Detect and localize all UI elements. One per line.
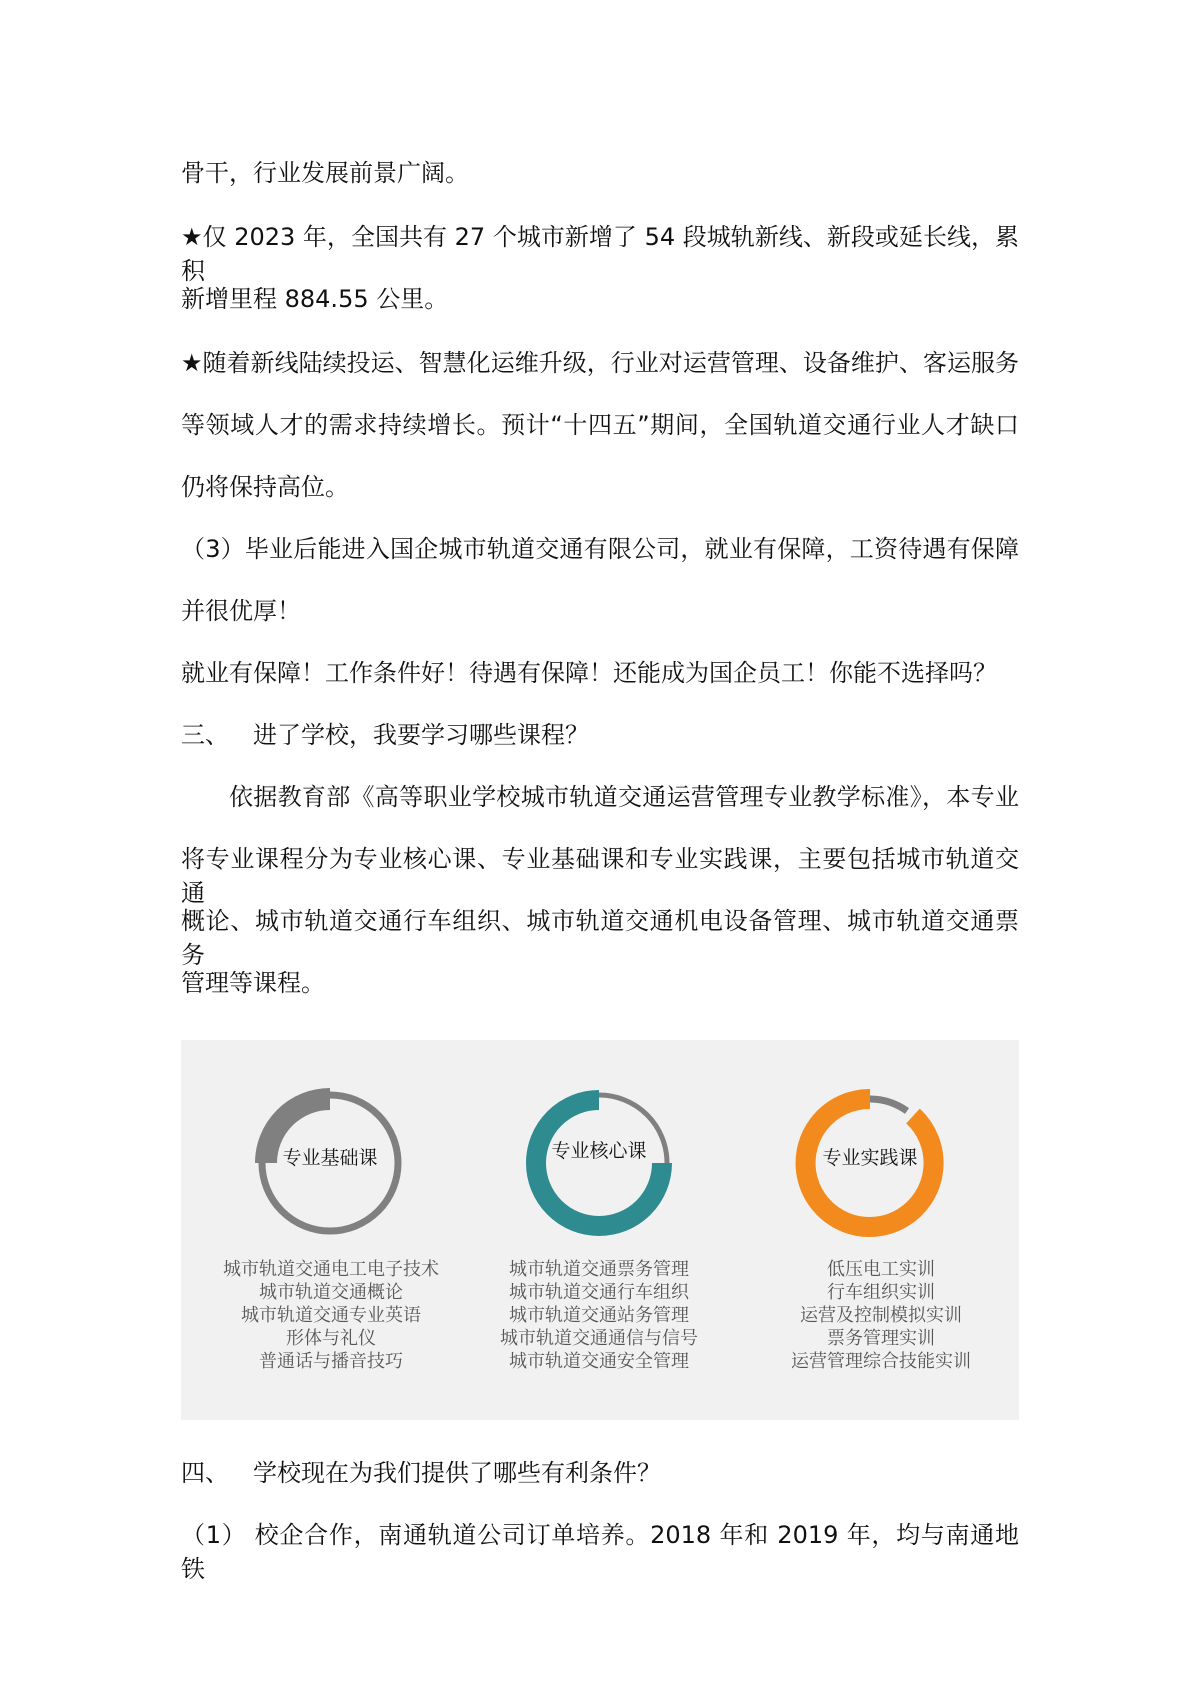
heading-number: 三、	[181, 721, 229, 749]
course-item: 低压电工实训	[827, 1259, 935, 1280]
course-list-foundation	[201, 1258, 461, 1373]
ring-label: 专业实践课	[822, 1147, 918, 1169]
course-item: 城市轨道交通电工电子技术	[223, 1259, 439, 1280]
course-item: 行车组织实训	[827, 1282, 935, 1303]
course-item: 城市轨道交通站务管理	[509, 1305, 689, 1326]
paragraph-text: 仍将保持高位。	[181, 473, 349, 501]
paragraph-text: 概论、城市轨道交通行车组织、城市轨道交通机电设备管理、城市轨道交通票务	[181, 907, 1019, 969]
ring-track	[870, 1099, 907, 1111]
paragraph-text: ★随着新线陆续投运、智慧化运维升级，行业对运营管理、设备维护、客运服务	[181, 349, 1019, 377]
paragraph-text: 并很优厚！	[181, 597, 301, 625]
heading-text: 学校现在为我们提供了哪些有利条件？	[253, 1459, 661, 1487]
course-list-practice	[751, 1258, 1011, 1373]
course-item: 运营管理综合技能实训	[791, 1351, 971, 1372]
course-item: 城市轨道交通通信与信号	[500, 1328, 698, 1349]
course-item: 运营及控制模拟实训	[800, 1305, 962, 1326]
section-heading-3	[181, 718, 589, 752]
ring-label: 专业核心课	[551, 1140, 647, 1162]
ring-foundation	[245, 1078, 415, 1248]
section-heading-4	[181, 1456, 661, 1490]
paragraph-text: 管理等课程。	[181, 969, 325, 997]
paragraph-text: ★仅 2023 年，全国共有 27 个城市新增了 54 段城轨新线、新段或延长线，累积	[181, 223, 1019, 285]
paragraph-text: （3）毕业后能进入国企城市轨道交通有限公司，就业有保障，工资待遇有保障	[181, 535, 1019, 563]
ring-label: 专业基础课	[282, 1147, 378, 1169]
course-item: 普通话与播音技巧	[259, 1351, 403, 1372]
course-item: 城市轨道交通票务管理	[509, 1259, 689, 1280]
ring-core	[514, 1078, 684, 1248]
paragraph-text: 就业有保障！工作条件好！待遇有保障！还能成为国企员工！你能不选择吗？	[181, 659, 997, 687]
paragraph-text: 骨干，行业发展前景广阔。	[181, 159, 469, 187]
ring-practice	[785, 1078, 955, 1248]
paragraph-text: （1） 校企合作，南通轨道公司订单培养。2018 年和 2019 年，均与南通地铁	[181, 1521, 1019, 1583]
course-item: 票务管理实训	[827, 1328, 935, 1349]
course-item: 城市轨道交通专业英语	[241, 1305, 421, 1326]
course-list-core	[469, 1258, 729, 1373]
paragraph-text: 将专业课程分为专业核心课、专业基础课和专业实践课，主要包括城市轨道交通	[181, 845, 1019, 907]
paragraph-text: 新增里程 884.55 公里。	[181, 285, 449, 313]
paragraph-text: 等领域人才的需求持续增长。预计“十四五”期间，全国轨道交通行业人才缺口	[181, 411, 1019, 439]
heading-text: 进了学校，我要学习哪些课程？	[253, 721, 589, 749]
course-category-figure	[181, 1040, 1019, 1420]
heading-number: 四、	[181, 1459, 229, 1487]
course-item: 城市轨道交通概论	[259, 1282, 403, 1303]
course-item: 城市轨道交通行车组织	[509, 1282, 689, 1303]
course-item: 形体与礼仪	[286, 1328, 376, 1349]
paragraph-text: 依据教育部《高等职业学校城市轨道交通运营管理专业教学标准》，本专业	[229, 783, 1019, 811]
course-item: 城市轨道交通安全管理	[509, 1351, 689, 1372]
